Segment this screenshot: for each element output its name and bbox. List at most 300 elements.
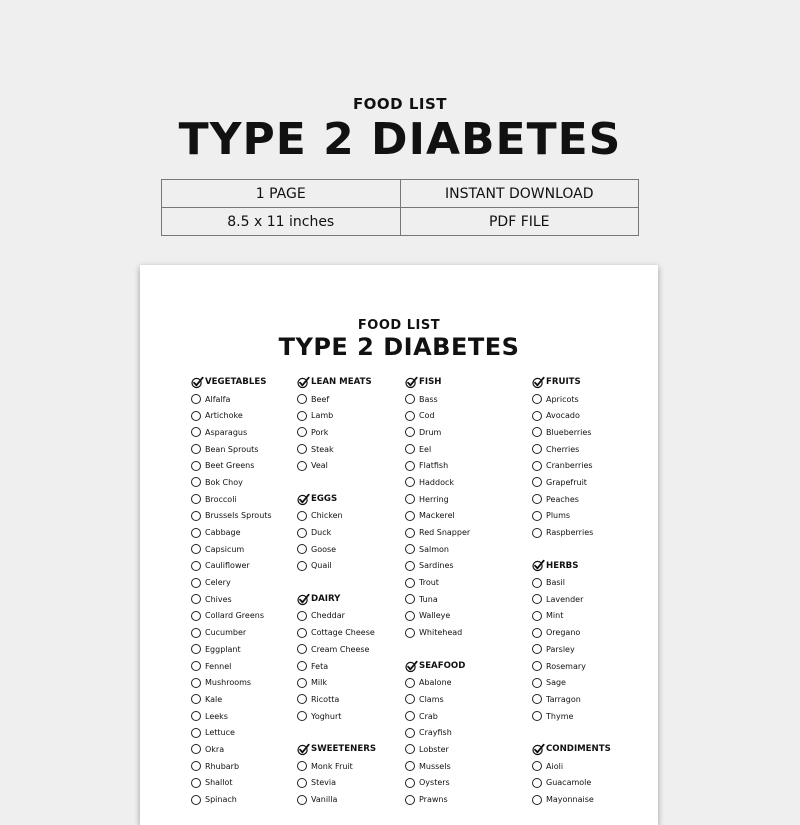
checklist-item	[405, 474, 470, 491]
header-subtitle: FOOD LIST	[352, 95, 448, 113]
empty-checkbox-icon	[532, 628, 542, 638]
empty-checkbox-icon	[191, 761, 201, 771]
section-heading	[297, 374, 376, 391]
empty-checkbox-icon	[191, 494, 201, 504]
checklist-item	[191, 624, 272, 641]
checkmark-icon	[532, 376, 545, 389]
checklist-item	[297, 758, 376, 775]
checklist-item	[297, 508, 376, 525]
empty-checkbox-icon	[297, 711, 307, 721]
section-heading	[297, 591, 376, 608]
empty-checkbox-icon	[532, 427, 542, 437]
checklist-item	[532, 708, 611, 725]
checklist-item	[532, 624, 611, 641]
checklist-item	[405, 674, 470, 691]
empty-checkbox-icon	[532, 694, 542, 704]
checklist-item	[532, 457, 611, 474]
empty-checkbox-icon	[405, 561, 415, 571]
item-label: Peaches	[546, 494, 579, 504]
empty-checkbox-icon	[191, 678, 201, 688]
empty-checkbox-icon	[405, 728, 415, 738]
checklist-item	[532, 591, 611, 608]
item-label: Feta	[311, 661, 329, 671]
checklist-item	[532, 508, 611, 525]
checkmark-icon	[297, 743, 310, 756]
empty-checkbox-icon	[405, 611, 415, 621]
item-label: Bass	[419, 394, 438, 404]
empty-checkbox-icon	[405, 494, 415, 504]
checklist-item	[297, 641, 376, 658]
item-label: Grapefruit	[546, 477, 587, 487]
item-label: Cucumber	[205, 628, 247, 638]
item-label: Yoghurt	[311, 711, 342, 721]
item-label: Beet Greens	[205, 461, 255, 471]
section-heading	[405, 374, 470, 391]
empty-checkbox-icon	[405, 394, 415, 404]
checklist-item	[297, 441, 376, 458]
checklist-item	[405, 457, 470, 474]
item-label: Cabbage	[205, 528, 241, 538]
checklist-item	[191, 641, 272, 658]
empty-checkbox-icon	[191, 611, 201, 621]
item-label: Ricotta	[311, 694, 340, 704]
section-heading	[297, 491, 376, 508]
checklist-item	[532, 424, 611, 441]
section-heading	[532, 374, 611, 391]
checklist-item	[297, 407, 376, 424]
item-label: Guacamole	[546, 778, 592, 788]
item-label: Bok Choy	[205, 477, 243, 487]
item-label: Crayfish	[419, 728, 452, 738]
checklist-item	[297, 608, 376, 625]
checklist-item	[297, 541, 376, 558]
item-label: Alfalfa	[205, 394, 231, 404]
empty-checkbox-icon	[297, 628, 307, 638]
checklist-item	[191, 674, 272, 691]
checkmark-icon	[532, 743, 545, 756]
item-label: Leeks	[205, 711, 228, 721]
item-label: Tarragon	[546, 694, 581, 704]
item-label: Cranberries	[546, 461, 593, 471]
empty-checkbox-icon	[405, 711, 415, 721]
item-label: Plums	[546, 511, 571, 521]
item-label: Cream Cheese	[311, 644, 370, 654]
item-label: Parsley	[546, 644, 575, 654]
checklist-item	[191, 608, 272, 625]
checklist-item	[191, 524, 272, 541]
empty-checkbox-icon	[191, 778, 201, 788]
checklist-item	[532, 574, 611, 591]
item-label: Whitehead	[419, 628, 463, 638]
checklist-item	[405, 407, 470, 424]
item-label: Mussels	[419, 761, 451, 771]
empty-checkbox-icon	[191, 394, 201, 404]
checklist-item	[405, 441, 470, 458]
item-label: Drum	[419, 427, 442, 437]
empty-checkbox-icon	[297, 644, 307, 654]
empty-checkbox-icon	[191, 544, 201, 554]
item-label: Rosemary	[546, 661, 586, 671]
empty-checkbox-icon	[405, 744, 415, 754]
empty-checkbox-icon	[191, 427, 201, 437]
checklist-item	[405, 708, 470, 725]
checklist-item	[191, 508, 272, 525]
empty-checkbox-icon	[191, 411, 201, 421]
item-label: Shallot	[205, 778, 233, 788]
empty-checkbox-icon	[532, 511, 542, 521]
checklist-item	[191, 658, 272, 675]
checklist-item	[191, 724, 272, 741]
checklist-item	[405, 508, 470, 525]
checklist-item	[405, 741, 470, 758]
checklist-item	[191, 758, 272, 775]
item-label: Avocado	[546, 411, 580, 421]
header-title: TYPE 2 DIABETES	[178, 114, 622, 165]
checklist-item	[191, 474, 272, 491]
info-size: 8.5 x 11 inches	[162, 208, 401, 236]
empty-checkbox-icon	[532, 644, 542, 654]
checklist-item	[297, 658, 376, 675]
checklist-item	[532, 441, 611, 458]
item-label: Oysters	[419, 778, 450, 788]
item-label: Prawns	[419, 795, 448, 805]
item-label: Spinach	[205, 795, 237, 805]
sheet-title: TYPE 2 DIABETES	[278, 333, 520, 361]
checklist-item	[405, 775, 470, 792]
sheet-subtitle: FOOD LIST	[357, 318, 441, 333]
checklist-item	[405, 491, 470, 508]
item-label: Cottage Cheese	[311, 628, 375, 638]
empty-checkbox-icon	[191, 661, 201, 671]
checklist-item	[297, 391, 376, 408]
item-label: Asparagus	[205, 427, 248, 437]
item-label: Beef	[311, 394, 330, 404]
checklist-item	[191, 708, 272, 725]
checklist-item	[405, 591, 470, 608]
item-label: Celery	[205, 578, 231, 588]
checklist-item	[532, 641, 611, 658]
checklist-item	[405, 574, 470, 591]
item-label: Milk	[311, 678, 327, 688]
checklist-item	[297, 674, 376, 691]
product-info-table	[161, 179, 639, 236]
checklist-item	[405, 624, 470, 641]
checkmark-icon	[532, 559, 545, 572]
empty-checkbox-icon	[532, 594, 542, 604]
section-spacer	[297, 474, 376, 491]
section-title: FRUITS	[546, 377, 581, 388]
empty-checkbox-icon	[405, 594, 415, 604]
empty-checkbox-icon	[405, 411, 415, 421]
item-label: Blueberries	[546, 427, 592, 437]
checkmark-icon	[297, 593, 310, 606]
checklist-item	[297, 558, 376, 575]
section-heading	[191, 374, 272, 391]
empty-checkbox-icon	[297, 461, 307, 471]
food-column-4	[532, 374, 611, 808]
checklist-item	[405, 608, 470, 625]
item-label: Cod	[419, 411, 435, 421]
empty-checkbox-icon	[191, 628, 201, 638]
checklist-item	[297, 708, 376, 725]
empty-checkbox-icon	[297, 528, 307, 538]
section-heading	[532, 558, 611, 575]
item-label: Kale	[205, 694, 223, 704]
empty-checkbox-icon	[191, 644, 201, 654]
empty-checkbox-icon	[532, 578, 542, 588]
empty-checkbox-icon	[191, 528, 201, 538]
item-label: Thyme	[546, 711, 574, 721]
section-title: FISH	[419, 377, 442, 388]
empty-checkbox-icon	[297, 394, 307, 404]
empty-checkbox-icon	[532, 494, 542, 504]
item-label: Artichoke	[205, 411, 243, 421]
item-label: Lamb	[311, 411, 334, 421]
section-spacer	[405, 641, 470, 658]
item-label: Quail	[311, 561, 332, 571]
empty-checkbox-icon	[297, 611, 307, 621]
item-label: Lobster	[419, 744, 449, 754]
empty-checkbox-icon	[297, 778, 307, 788]
checklist-item	[405, 691, 470, 708]
printable-sheet-preview	[140, 265, 658, 825]
checklist-item	[191, 541, 272, 558]
section-spacer	[532, 541, 611, 558]
item-label: Okra	[205, 744, 225, 754]
empty-checkbox-icon	[405, 778, 415, 788]
item-label: Flatfish	[419, 461, 449, 471]
checklist-item	[532, 658, 611, 675]
checklist-item	[297, 424, 376, 441]
section-title: LEAN MEATS	[311, 377, 372, 388]
item-label: Chives	[205, 594, 232, 604]
item-label: Basil	[546, 578, 566, 588]
item-label: Eel	[419, 444, 432, 454]
item-label: Cheddar	[311, 611, 345, 621]
item-label: Red Snapper	[419, 528, 471, 538]
item-label: Chicken	[311, 511, 343, 521]
checklist-item	[405, 541, 470, 558]
checklist-item	[297, 457, 376, 474]
checklist-item	[191, 407, 272, 424]
item-label: Lettuce	[205, 728, 235, 738]
item-label: Duck	[311, 528, 332, 538]
empty-checkbox-icon	[297, 561, 307, 571]
checklist-item	[532, 524, 611, 541]
section-title: VEGETABLES	[205, 377, 267, 388]
empty-checkbox-icon	[532, 761, 542, 771]
empty-checkbox-icon	[191, 744, 201, 754]
empty-checkbox-icon	[532, 661, 542, 671]
empty-checkbox-icon	[405, 461, 415, 471]
checklist-item	[405, 424, 470, 441]
empty-checkbox-icon	[405, 544, 415, 554]
item-label: Walleye	[419, 611, 451, 621]
item-label: Sardines	[419, 561, 454, 571]
section-title: CONDIMENTS	[546, 744, 611, 755]
item-label: Salmon	[419, 544, 449, 554]
empty-checkbox-icon	[297, 427, 307, 437]
item-label: Eggplant	[205, 644, 241, 654]
item-label: Abalone	[419, 678, 452, 688]
item-label: Steak	[311, 444, 334, 454]
item-label: Pork	[311, 427, 329, 437]
item-label: Broccoli	[205, 494, 237, 504]
checklist-item	[191, 558, 272, 575]
empty-checkbox-icon	[405, 511, 415, 521]
item-label: Tuna	[419, 594, 438, 604]
item-label: Collard Greens	[205, 611, 264, 621]
item-label: Haddock	[419, 477, 454, 487]
checklist-item	[532, 691, 611, 708]
section-heading	[532, 741, 611, 758]
empty-checkbox-icon	[405, 761, 415, 771]
empty-checkbox-icon	[297, 678, 307, 688]
item-label: Fennel	[205, 661, 232, 671]
item-label: Oregano	[546, 628, 581, 638]
food-column-3	[405, 374, 470, 808]
info-format: PDF FILE	[400, 208, 639, 236]
item-label: Bean Sprouts	[205, 444, 259, 454]
item-label: Cherries	[546, 444, 580, 454]
checklist-item	[191, 457, 272, 474]
section-title: DAIRY	[311, 594, 341, 605]
info-download: INSTANT DOWNLOAD	[400, 180, 639, 208]
checklist-item	[405, 558, 470, 575]
checklist-item	[191, 741, 272, 758]
empty-checkbox-icon	[532, 461, 542, 471]
empty-checkbox-icon	[532, 711, 542, 721]
item-label: Mushrooms	[205, 678, 252, 688]
checklist-item	[297, 624, 376, 641]
item-label: Mayonnaise	[546, 795, 594, 805]
checkmark-icon	[405, 660, 418, 673]
item-label: Veal	[311, 461, 328, 471]
item-label: Monk Fruit	[311, 761, 353, 771]
checklist-item	[532, 391, 611, 408]
checklist-item	[532, 491, 611, 508]
checklist-item	[297, 775, 376, 792]
checklist-item	[532, 474, 611, 491]
checklist-item	[191, 591, 272, 608]
section-title: HERBS	[546, 560, 579, 571]
checklist-item	[191, 441, 272, 458]
item-label: Rhubarb	[205, 761, 240, 771]
empty-checkbox-icon	[191, 477, 201, 487]
item-label: Brussels Sprouts	[205, 511, 272, 521]
checklist-item	[532, 674, 611, 691]
section-spacer	[297, 574, 376, 591]
empty-checkbox-icon	[532, 394, 542, 404]
checklist-item	[532, 775, 611, 792]
empty-checkbox-icon	[405, 678, 415, 688]
checklist-item	[532, 407, 611, 424]
empty-checkbox-icon	[532, 611, 542, 621]
section-spacer	[532, 724, 611, 741]
item-label: Cauliflower	[205, 561, 250, 571]
item-label: Raspberries	[546, 528, 594, 538]
checklist-item	[191, 391, 272, 408]
food-column-2	[297, 374, 376, 808]
empty-checkbox-icon	[532, 528, 542, 538]
section-title: EGGS	[311, 494, 338, 505]
section-heading	[405, 658, 470, 675]
empty-checkbox-icon	[191, 511, 201, 521]
item-label: Trout	[419, 578, 439, 588]
empty-checkbox-icon	[405, 528, 415, 538]
item-label: Goose	[311, 544, 337, 554]
checkmark-icon	[405, 376, 418, 389]
empty-checkbox-icon	[405, 694, 415, 704]
section-spacer	[297, 724, 376, 741]
empty-checkbox-icon	[532, 678, 542, 688]
item-label: Mackerel	[419, 511, 455, 521]
item-label: Mint	[546, 611, 564, 621]
item-label: Crab	[419, 711, 438, 721]
item-label: Apricots	[546, 394, 579, 404]
checklist-item	[191, 491, 272, 508]
empty-checkbox-icon	[297, 444, 307, 454]
empty-checkbox-icon	[191, 728, 201, 738]
checklist-item	[297, 691, 376, 708]
checklist-item	[405, 524, 470, 541]
checkmark-icon	[297, 376, 310, 389]
empty-checkbox-icon	[532, 778, 542, 788]
empty-checkbox-icon	[191, 694, 201, 704]
checkmark-icon	[297, 493, 310, 506]
section-title: SWEETENERS	[311, 744, 377, 755]
checklist-item	[532, 608, 611, 625]
empty-checkbox-icon	[405, 578, 415, 588]
empty-checkbox-icon	[405, 477, 415, 487]
empty-checkbox-icon	[297, 411, 307, 421]
empty-checkbox-icon	[297, 544, 307, 554]
section-heading	[297, 741, 376, 758]
empty-checkbox-icon	[191, 444, 201, 454]
empty-checkbox-icon	[532, 477, 542, 487]
empty-checkbox-icon	[405, 444, 415, 454]
empty-checkbox-icon	[191, 461, 201, 471]
checklist-item	[191, 691, 272, 708]
checklist-item	[532, 758, 611, 775]
empty-checkbox-icon	[532, 411, 542, 421]
item-label: Aioli	[546, 761, 564, 771]
empty-checkbox-icon	[297, 761, 307, 771]
item-label: Sage	[546, 678, 566, 688]
checklist-item	[405, 724, 470, 741]
item-label: Clams	[419, 694, 444, 704]
empty-checkbox-icon	[191, 578, 201, 588]
empty-checkbox-icon	[532, 444, 542, 454]
checklist-item	[405, 758, 470, 775]
checklist-item	[297, 524, 376, 541]
empty-checkbox-icon	[191, 594, 201, 604]
empty-checkbox-icon	[191, 561, 201, 571]
item-label: Vanilla	[311, 795, 338, 805]
checklist-item	[191, 424, 272, 441]
empty-checkbox-icon	[297, 694, 307, 704]
checklist-item	[191, 775, 272, 792]
item-label: Lavender	[546, 594, 584, 604]
item-label: Herring	[419, 494, 449, 504]
item-label: Capsicum	[205, 544, 245, 554]
empty-checkbox-icon	[297, 661, 307, 671]
checklist-item	[191, 574, 272, 591]
info-pages: 1 PAGE	[162, 180, 401, 208]
checkmark-icon	[191, 376, 204, 389]
item-label: Stevia	[311, 778, 336, 788]
empty-checkbox-icon	[191, 711, 201, 721]
